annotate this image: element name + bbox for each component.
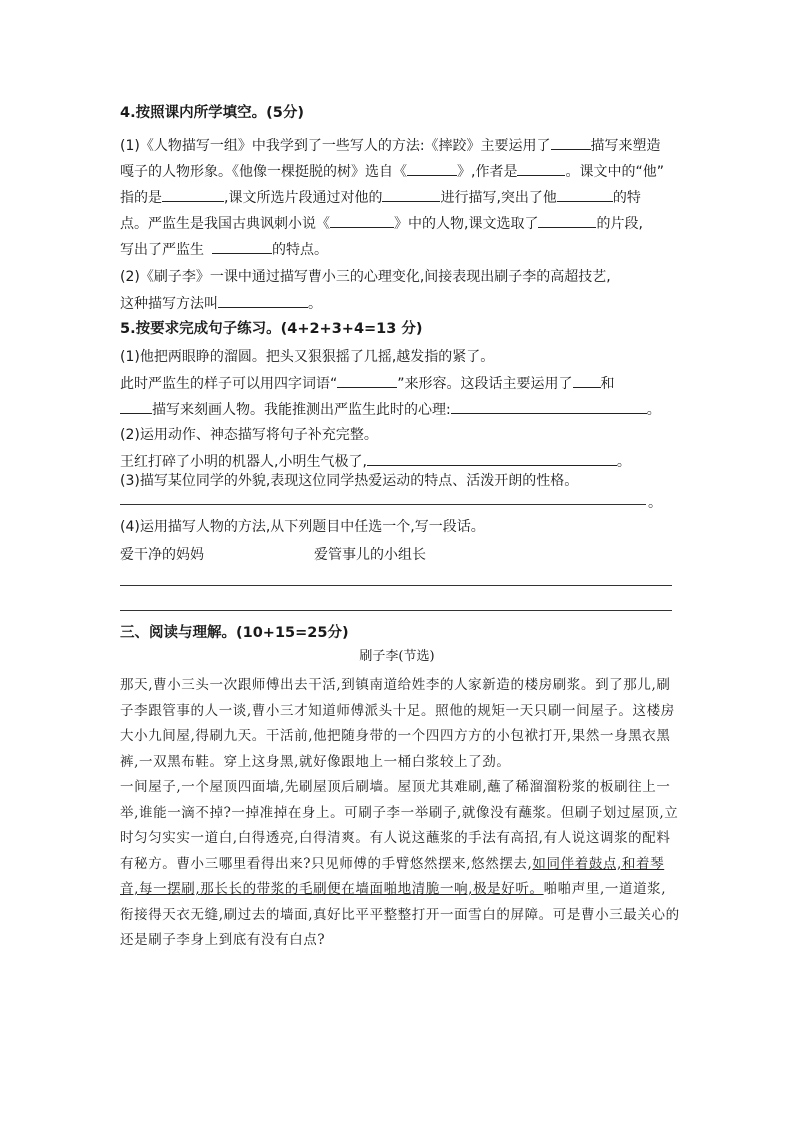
q5-text: 此时严监生的样子可以用四字词语“ bbox=[120, 376, 338, 392]
answer-line[interactable] bbox=[120, 504, 646, 505]
q4-text: 进行描写,突出了他 bbox=[440, 190, 557, 206]
q4-text: 。 bbox=[308, 296, 322, 312]
q4-text: 的特点。 bbox=[272, 242, 328, 258]
answer-blank[interactable] bbox=[367, 452, 617, 466]
q4-text: ,课文所选片段通过对他的 bbox=[224, 190, 383, 206]
q4-text: 。课文中的“他” bbox=[565, 164, 664, 180]
q5-s1-line-3 bbox=[120, 400, 661, 419]
q5-option-2: 爱管事儿的小组长 bbox=[314, 547, 426, 563]
answer-blank[interactable] bbox=[551, 136, 591, 150]
answer-blank[interactable] bbox=[573, 374, 601, 388]
q4-text: 》,作者是 bbox=[457, 164, 518, 180]
q4-text: 写出了严监生 bbox=[120, 242, 204, 258]
answer-blank[interactable] bbox=[162, 188, 224, 202]
q5-text: 。 bbox=[616, 454, 631, 470]
q5-title: 5.按要求完成句子练习。(4+2+3+4=13 分) bbox=[120, 321, 423, 337]
q5-text: 和 bbox=[600, 376, 615, 392]
passage-paragraph bbox=[120, 775, 680, 954]
q5-s1: (1)他把两眼睁的溜圆。把头又狠狠摇了几摇,越发指的紧了。 bbox=[120, 349, 495, 365]
answer-blank[interactable] bbox=[120, 400, 152, 414]
q4-title: 4.按照课内所学填空。(5分) bbox=[120, 105, 304, 121]
q4-text: 的特 bbox=[612, 190, 641, 206]
q5-s4: (4)运用描写人物的方法,从下列题目中任选一个,写一段话。 bbox=[120, 519, 485, 535]
q5-s3-end: 。 bbox=[648, 495, 662, 511]
q4-text: 描写来塑造 bbox=[590, 138, 661, 154]
q4-line-3 bbox=[120, 188, 641, 207]
q4-text: 指的是 bbox=[120, 190, 162, 206]
passage-title: 刷子李(节选) bbox=[359, 649, 435, 664]
passage-paragraph: 那天,曹小三头一次跟师傅出去干活,到镇南道给姓李的人家新造的楼房刷浆。到了那儿,刷子李跟管事的人一谈,曹小三才知道师傅派头十足。照他的规矩一天只刷一间屋子。这楼房大小九间屋,得刷九天。干活前,他把随身带的一个四四方方的小包袱打开,果然一身黑衣黑裤,一双黑布鞋。穿上这身黑,就好像跟地上一桶白浆较上了劲。 bbox=[120, 677, 675, 770]
q5-text: 描写来刻画人物。我能推测出严监生此时的心理: bbox=[152, 402, 451, 418]
q5-text: ”来形容。这段话主要运用了 bbox=[397, 376, 573, 392]
answer-blank[interactable] bbox=[557, 188, 613, 202]
passage-text: 啪啪声里,一道道浆,衔接得天衣无缝,刷过去的墙面,真好比平平整整打开一面雪白的屏障。可是曹小三最关心的还是刷子李身上到底有没有白点? bbox=[120, 881, 680, 948]
q4-text: (1)《人物描写一组》中我学到了一些写人的方法:《摔跤》主要运用了 bbox=[120, 138, 551, 154]
answer-blank[interactable] bbox=[337, 374, 397, 388]
q4-p2-line-2 bbox=[120, 294, 322, 313]
passage-text: 一间屋子,一个屋顶四面墙,先刷屋顶后刷墙。屋顶尤其难刷,蘸了稀溜溜粉浆的板刷往上一举,谁能一滴不掉?一掉准掉在身上。可刷子李一举刷子,就像没有蘸浆。但刷子划过屋顶,立时匀匀实实一道白,白得透亮,白得清爽。有人说这蘸浆的手法有高招,有人说这调浆的配料有秘方。曹小三哪里看得出来?只见师傅的手臂悠然摆来,悠然摆去, bbox=[120, 779, 679, 872]
q4-line-1 bbox=[120, 136, 661, 155]
q4-line-5 bbox=[120, 240, 328, 259]
q4-line-2 bbox=[120, 162, 664, 181]
q4-text: 嘎子的人物形象。《他像一棵挺脱的树》选自《 bbox=[120, 164, 407, 180]
answer-blank[interactable] bbox=[517, 162, 565, 176]
q4-line-4 bbox=[120, 214, 643, 233]
answer-blank[interactable] bbox=[330, 214, 394, 228]
q5-text: 。 bbox=[646, 402, 661, 418]
q4-p2-line-1: (2)《刷子李》一课中通过描写曹小三的心理变化,间接表现出刷子李的高超技艺, bbox=[120, 269, 611, 285]
q5-s2-line-2 bbox=[120, 452, 631, 471]
underlined-sentence: 如同伴着鼓点,和着琴音,每一摆刷,那长长的带浆的毛刷便在墙面啪地清脆一响,极是好听。 bbox=[120, 855, 665, 897]
q4-text: 这种描写方法叫 bbox=[120, 296, 218, 312]
section3-title: 三、阅读与理解。(10+15=25分) bbox=[120, 625, 349, 641]
passage-body bbox=[120, 673, 680, 954]
q4-text: 》中的人物,课文选取了 bbox=[394, 216, 539, 232]
answer-blank[interactable] bbox=[538, 214, 596, 228]
answer-blank[interactable] bbox=[218, 294, 308, 308]
q4-text: 的片段, bbox=[596, 216, 643, 232]
answer-blank[interactable] bbox=[212, 240, 272, 254]
answer-line[interactable] bbox=[120, 585, 672, 586]
answer-blank[interactable] bbox=[382, 188, 440, 202]
q5-s3: (3)描写某位同学的外貌,表现这位同学热爱运动的特点、活泼开朗的性格。 bbox=[120, 473, 579, 489]
q5-s2: (2)运用动作、神态描写将句子补充完整。 bbox=[120, 427, 378, 443]
q5-s1-line-2 bbox=[120, 374, 615, 393]
answer-blank[interactable] bbox=[451, 400, 647, 414]
answer-blank[interactable] bbox=[407, 162, 457, 176]
answer-line[interactable] bbox=[120, 610, 672, 611]
q5-option-1: 爱干净的妈妈 bbox=[120, 547, 204, 563]
q4-text: 点。严监生是我国古典讽刺小说《 bbox=[120, 216, 330, 232]
q5-text: 王红打碎了小明的机器人,小明生气极了, bbox=[120, 454, 367, 470]
